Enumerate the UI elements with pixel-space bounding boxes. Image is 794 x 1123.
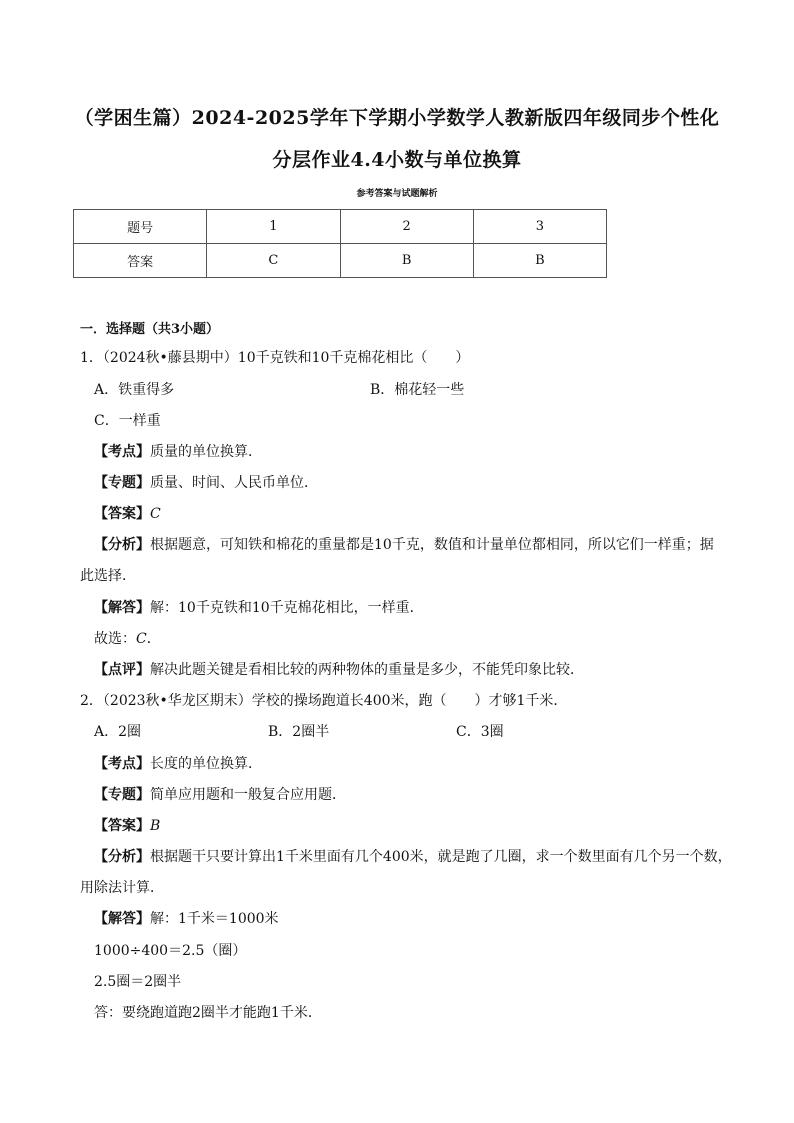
table-cell: C (207, 244, 340, 278)
answer-table (73, 209, 607, 278)
dianping-tag: 【点评】 (94, 662, 150, 678)
q2-stem: 2．（2023秋•华龙区期末）学校的操场跑道长400米，跑（ ）才够1千米． (80, 693, 568, 709)
q1-option-a: A．铁重得多 (94, 382, 175, 398)
kaodian-tag: 【考点】 (94, 756, 150, 772)
q1-fenxi (94, 535, 714, 555)
zhuanti-text: 简单应用题和一般复合应用题． (150, 787, 346, 803)
q2-kaodian (94, 754, 262, 774)
subtitle: 参考答案与试题解析 (356, 189, 438, 199)
table-cell: 答案 (74, 244, 207, 278)
jieda-text: 解：1千米＝1000米 (150, 911, 279, 927)
table-cell: 3 (473, 210, 606, 244)
guxuan-suffix: ． (146, 631, 161, 647)
table-cell: 题号 (74, 210, 207, 244)
q2-final: 答：要绕跑道跑2圈半才能跑1千米． (94, 1005, 322, 1021)
guxuan-prefix: 故选： (94, 631, 136, 647)
zhuanti-tag: 【专题】 (94, 475, 150, 491)
q1-option-c: C．一样重 (94, 413, 161, 429)
q1-guxuan (94, 629, 161, 649)
q2-option-c: C．3圈 (456, 724, 504, 740)
jieda-text: 解：10千克铁和10千克棉花相比，一样重． (150, 600, 424, 616)
fenxi-tag: 【分析】 (94, 537, 150, 553)
q2-option-b: B．2圈半 (268, 724, 330, 740)
q1-stem: 1．（2024秋•藤县期中）10千克铁和10千克棉花相比（ ） (80, 350, 470, 366)
q2-calc-1: 1000÷400＝2.5（圈） (94, 943, 247, 959)
kaodian-text: 长度的单位换算． (150, 756, 262, 772)
table-row (74, 244, 607, 278)
zhuanti-tag: 【专题】 (94, 787, 150, 803)
fenxi-text: 根据题意，可知铁和棉花的重量都是10千克，数值和计量单位都相同，所以它们一样重；据 (150, 537, 714, 553)
q1-zhuanti (94, 473, 318, 493)
q1-daan (94, 504, 161, 524)
q1-jieda (94, 598, 424, 618)
kaodian-tag: 【考点】 (94, 444, 150, 460)
q2-fenxi (94, 847, 732, 867)
daan-text: C (150, 506, 161, 522)
table-cell: 2 (340, 210, 473, 244)
kaodian-text: 质量的单位换算． (150, 444, 262, 460)
guxuan-value: C (136, 631, 147, 647)
daan-text: B (150, 818, 161, 834)
table-cell: B (340, 244, 473, 278)
fenxi-tag: 【分析】 (94, 849, 150, 865)
table-cell: 1 (207, 210, 340, 244)
section-heading: 一．选择题（共3小题） (80, 322, 220, 337)
q2-jieda (94, 909, 279, 929)
jieda-tag: 【解答】 (94, 911, 150, 927)
jieda-tag: 【解答】 (94, 600, 150, 616)
daan-tag: 【答案】 (94, 818, 150, 834)
q2-fenxi-cont: 用除法计算． (80, 880, 164, 896)
q1-option-b: B．棉花轻一些 (370, 382, 465, 398)
q2-zhuanti (94, 785, 346, 805)
q1-fenxi-cont: 此选择． (80, 568, 136, 584)
q2-option-a: A．2圈 (94, 724, 142, 740)
q2-daan (94, 816, 160, 836)
q1-kaodian (94, 442, 262, 462)
daan-tag: 【答案】 (94, 506, 150, 522)
table-cell: B (473, 244, 606, 278)
title-line-2: 分层作业4.4小数与单位换算 (272, 149, 522, 171)
table-row (74, 210, 607, 244)
q2-calc-2: 2.5圈＝2圈半 (94, 974, 182, 990)
q1-dianping (94, 660, 584, 680)
fenxi-text: 根据题干只要计算出1千米里面有几个400米，就是跑了几圈，求一个数里面有几个另一个数， (150, 849, 732, 865)
title-line-1: （学困生篇）2024-2025学年下学期小学数学人教新版四年级同步个性化 (74, 107, 720, 129)
zhuanti-text: 质量、时间、人民币单位． (150, 475, 318, 491)
dianping-text: 解决此题关键是看相比较的两种物体的重量是多少，不能凭印象比较． (150, 662, 584, 678)
